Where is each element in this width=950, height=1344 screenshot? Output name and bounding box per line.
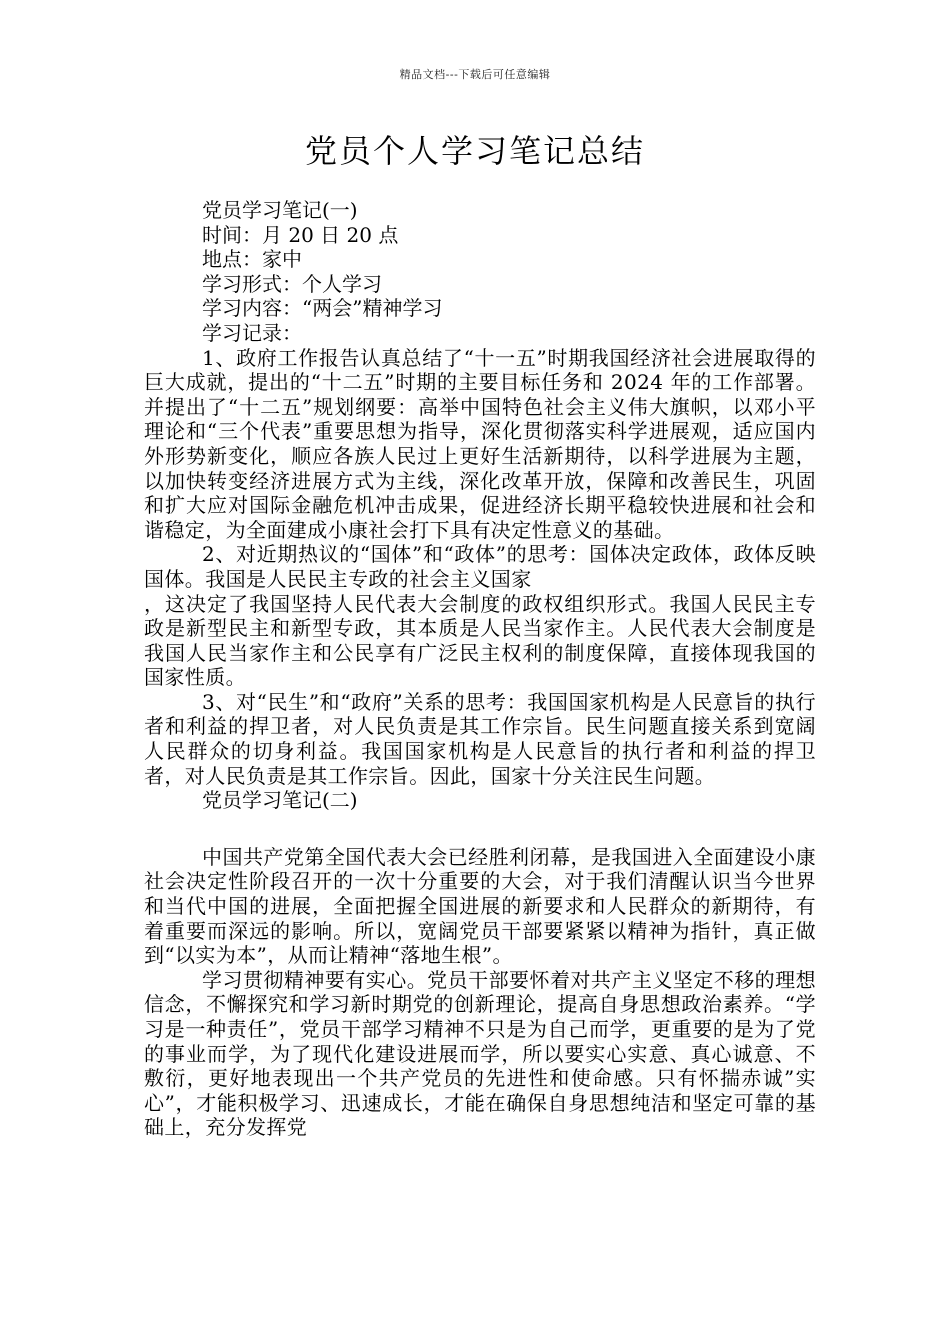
note2-paragraph-2: 学习贯彻精神要有实心。党员干部要怀着对共产主义坚定不移的理想信念，不懈探究和学习新时期党的创新理论，提高自身思想政治素养。“学习是一种责任”，党员干部学习精神不只是为自己而学，更重要的是为了党的事业而学，为了现代化建设进展而学，所以要实心实意、真心诚意、不敷衍，更好地表现出一个共产党员的先进性和使命感。只有怀揣赤诚”实心”，才能积极学习、迅速成长，才能在确保自身思想纯洁和坚定可靠的基础上，充分发挥党 [144, 967, 816, 1140]
note1-content: 学习内容：“两会”精神学习 [202, 296, 443, 321]
note1-paragraph-1: 1、政府工作报告认真总结了“十一五”时期我国经济社会进展取得的巨大成就，提出的“十二五”时期的主要目标任务和 2024 年的工作部署。并提出了“十二五”规划纲要：高举中国特色社会主义伟大旗帜，以邓小平理论和“三个代表”重要思想为指导，深化贯彻落实科学进展观，适应国内外形势新变化，顺应各族人民过上更好生活新期待，以科学进展为主题，以加快转变经济进展方式为主线，深化改革开放，保障和改善民生，巩固和扩大应对国际金融危机冲击成果，促进经济长期平稳较快进展和社会和谐稳定，为全面建成小康社会打下具有决定性意义的基础。 [144, 345, 816, 542]
note2-paragraph-1: 中国共产党第全国代表大会已经胜利闭幕，是我国进入全面建设小康社会决定性阶段召开的一次十分重要的大会，对于我们清醒认识当今世界和当代中国的进展，全面把握全国进展的新要求和人民群众的新期待，有着重要而深远的影响。所以，宽阔党员干部要紧紧以精神为指针，真正做到“以实为本”，从而让精神“落地生根”。 [144, 844, 816, 968]
note1-paragraph-3: 3、对“民生”和“政府”关系的思考：我国国家机构是人民意旨的执行者和利益的捍卫者，对人民负责是其工作宗旨。民生问题直接关系到宽阔人民群众的切身利益。我国国家机构是人民意旨的执行者和利益的捍卫者，对人民负责是其工作宗旨。因此，国家十分关注民生问题。 [144, 689, 816, 788]
page-header-note: 精品文档---下载后可任意编辑 [399, 68, 551, 81]
document-title: 党员个人学习笔记总结 [304, 132, 645, 170]
note1-record-label: 学习记录： [202, 320, 302, 345]
note1-time: 时间：月 20 日 20 点 [202, 222, 399, 247]
note1-heading: 党员学习笔记(一) [202, 198, 358, 222]
note1-paragraph-2b: ，这决定了我国坚持人民代表大会制度的政权组织形式。我国人民民主专政是新型民主和新型专政，其本质是人民当家作主。人民代表大会制度是我国人民当家作主和公民享有广泛民主权利的制度保障，直接体现我国的国家性质。 [144, 591, 816, 690]
note1-form: 学习形式：个人学习 [202, 271, 382, 296]
section-spacer [144, 813, 816, 845]
document-body [144, 198, 816, 1140]
note2-heading: 党员学习笔记(二) [202, 788, 358, 813]
note1-paragraph-2a: 2、对近期热议的“国体”和“政体”的思考：国体决定政体，政体反映国体。我国是人民民主专政的社会主义国家 [144, 542, 816, 591]
note1-place: 地点：家中 [202, 247, 302, 272]
